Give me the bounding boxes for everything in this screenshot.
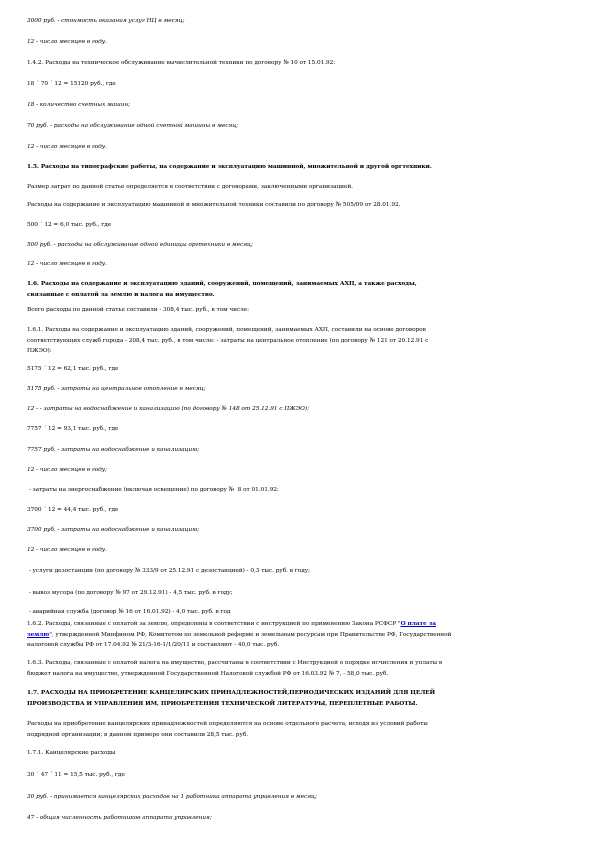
text-line: 12 - число месяцев в году. bbox=[27, 547, 107, 553]
section-heading: 1.5. Расходы на типографские работы, на содержание и эксплуатацию машинной, множительной и другой оргтехники. bbox=[27, 164, 432, 170]
text-line: 30 руб. - принимается канцелярских расходов на 1 работника аппарата управления в месяц; bbox=[27, 794, 317, 800]
text-line: - аварийная служба (договор № 16 от 16.01.92) - 4,0 тыс. руб. в год bbox=[27, 609, 231, 615]
text-line: 1.7.1. Канцелярские расходы bbox=[27, 750, 116, 756]
text-line: 47 - общая численность работников аппарата управления; bbox=[27, 815, 212, 821]
text-paragraph: 1.6.3. Расходы, связанные с оплатой налога на имущество, рассчитаны в соответствии с Инструкцией о порядке исчисления и уплаты в бюджет налога на имущество, утвержденной Государственной Налоговой службой РФ от 16.03.92 № 7, - 58,0 тыс. руб. bbox=[27, 660, 443, 677]
formula-line: 30 ´ 47 ´ 11 = 15,5 тыс. руб., где bbox=[27, 772, 125, 778]
law-link[interactable]: О плате за землю bbox=[27, 621, 436, 638]
text-line: - вывоз мусора (по договору № 97 от 29.12.91) - 4,5 тыс. руб. в году; bbox=[27, 590, 233, 596]
text-line: 12 - число месяцев в году. bbox=[27, 261, 107, 267]
formula-line: 3700 ´ 12 = 44,4 тыс. руб., где bbox=[27, 507, 119, 513]
text-line: 1.4.2. Расходы на техническое обслуживание вычислительной техники по договору № 10 от 15.01.92: bbox=[27, 60, 336, 66]
text-line: 500 руб. - расходы на обслуживание одной единицы оргтехники в месяц; bbox=[27, 242, 253, 248]
text-span: 1.6.2. Расходы, связанные с оплатой за землю, определены в соответствии с инструкцией по применению Закона РСФСР " bbox=[27, 621, 401, 627]
text-line: - затраты на энергоснабжение (включая освещение) по договору № 8 от 01.01.92: bbox=[27, 487, 279, 493]
text-line: Размер затрат по данной статье определяется в соответствии с договорами, заключенными организацией. bbox=[27, 184, 353, 190]
formula-line: 5175 ´ 12 = 62,1 тыс. руб., где bbox=[27, 366, 119, 372]
formula-line: 500 ´ 12 = 6,0 тыс. руб., где bbox=[27, 222, 112, 228]
text-span: ", утвержденной Минфином РФ, Комитетом по земельной реформе и земельным ресурсам при Правительстве РФ, Государственной налоговой службы РФ от 17.04.92 № 21/3-16-1/1/20/11 и составляют - 40,0 тыс. руб. bbox=[27, 631, 452, 648]
text-line: 7757 руб. - затраты на водоснабжение и канализацию; bbox=[27, 447, 200, 453]
text-line: - услуги дезостанции (по договору № 333/9 от 25.12.91 с дезостанцией) - 0,3 тыс. руб. в году; bbox=[27, 568, 310, 574]
text-paragraph: Расходы на приобретение канцелярских принадлежностей определяются на основе отдельного расчета, исходя из условий работы подрядной организации; в данном примере они составили 28,5 тыс. руб. bbox=[27, 721, 428, 738]
section-heading: 1.7. РАСХОДЫ НА ПРИОБРЕТЕНИЕ КАНЦЕЛЯРСКИХ ПРИНАДЛЕЖНОСТЕЙ,ПЕРИОДИЧЕСКИХ ИЗДАНИЙ ДЛЯ ЦЕЛЕЙ ПРОИЗВОДСТВА И УПРАВЛЕНИЯ ИМ, ПРИОБРЕТЕНИЯ ТЕХНИЧЕСКОЙ ЛИТЕРАТУРЫ, ПЕРЕПЛЕТНЫЕ РАБОТЫ. bbox=[27, 690, 436, 707]
text-paragraph bbox=[27, 619, 572, 651]
section-heading: 1.6. Расходы на содержание и эксплуатацию зданий, сооружений, помещений, занимаемых АХП, а также расходы, связанные с оплатой за землю и налога на имущество. bbox=[27, 281, 417, 298]
text-line: 12 - число месяцев в году. bbox=[27, 144, 107, 150]
formula-line: 18 ´ 70 ´ 12 = 15120 руб., где bbox=[27, 81, 116, 87]
text-line: 70 руб. - расходы на обслуживание одной счетной машины в месяц; bbox=[27, 123, 239, 129]
text-line: 12 - число месяцев в году; bbox=[27, 467, 107, 473]
text-line: 18 - количество счетных машин; bbox=[27, 102, 131, 108]
text-paragraph: 1.6.1. Расходы на содержание и эксплуатацию зданий, сооружений, помещений, занимаемых АХП, составили на основе договоров соответствующих служб города - 208,4 тыс. руб., в том числе: - затраты на центральное отопление (по договору № 121 от 20.12.91 с ПЖЭО): bbox=[27, 327, 429, 354]
text-line: 3000 руб. - стоимость оказания услуг НЦ в месяц; bbox=[27, 18, 185, 24]
text-line: Всего расходы по данной статье составили - 308,4 тыс. руб., в том числе: bbox=[27, 307, 250, 313]
text-line: 12 - - затраты на водоснабжение и канализацию (по договору № 148 от 25.12.91 с ПЖЭО): bbox=[27, 406, 309, 412]
text-line: Расходы на содержание и эксплуатацию машинной и множительной техники составили по договору № 505/09 от 28.01.92. bbox=[27, 202, 401, 208]
text-line: 5175 руб. - затраты на центральное отопление в месяц; bbox=[27, 386, 206, 392]
text-line: 3700 руб. - затраты на водоснабжение и канализацию; bbox=[27, 527, 200, 533]
formula-line: 7757 ´ 12 = 93,1 тыс. руб., где bbox=[27, 426, 119, 432]
text-line: 12 - число месяцев в году. bbox=[27, 39, 107, 45]
